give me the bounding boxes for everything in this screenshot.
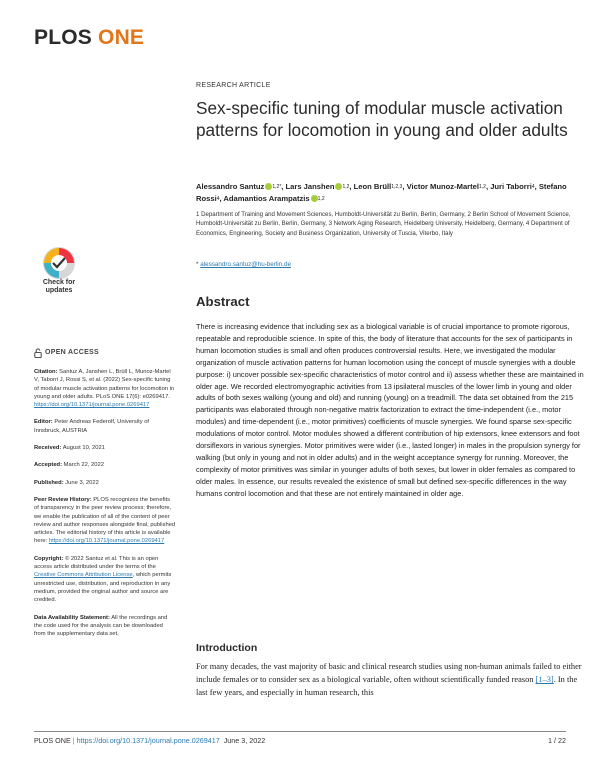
published-date: Published: June 3, 2022	[34, 479, 99, 486]
introduction-heading: Introduction	[196, 642, 258, 654]
copyright-block: Copyright: © 2022 Santuz et al. This is an open access article distributed under the terms of the Creative Commons Attribution License, which permits unrestricted use, distribution, and reproduction in any medium, provided the original author and source are credited.	[34, 555, 172, 604]
footer-divider	[34, 731, 566, 732]
correspondence: * alessandro.santuz@hu-berlin.de	[196, 261, 291, 268]
crossmark-icon	[40, 244, 78, 282]
abstract-heading: Abstract	[196, 294, 250, 309]
journal-logo	[34, 26, 144, 50]
peer-review-block: Peer Review History: PLOS recognizes the benefits of transparency in the peer review process; therefore, we enable the publication of all of the content of peer review and author responses alongside final, published articles. The editorial history of this article is available here: https://doi.org/10.1371/journal.pone.0269417	[34, 496, 176, 545]
article-sidebar	[34, 348, 176, 647]
author-brull[interactable]: Leon Brüll$^{1,2,3}$	[353, 182, 403, 191]
page-footer: PLOS ONE | https://doi.org/10.1371/journal.pone.0269417 June 3, 2022	[34, 736, 266, 745]
open-access: OPEN ACCESS	[34, 348, 176, 358]
citation-block: Citation: Santuz A, Janshen L, Brüll L, Munoz-Martel V, Taborri J, Rossi S, et al. (2022) Sex-specific tuning of modular muscle activation patterns for locomotion in young and older adults. PLoS ONE 17(6): e0269417. https://doi.org/10.1371/journal.pone.0269417	[34, 369, 175, 409]
logo-one: ONE	[98, 26, 145, 49]
introduction-text: For many decades, the vast majority of basic and clinical research studies using non-human animals failed to either include females or to consider sex as a biological variable, often without scientifically funded reason [1–3]. In the last few years, and especially in human research, this	[196, 662, 582, 697]
article-type: RESEARCH ARTICLE	[196, 82, 271, 89]
author-rossi[interactable]: Stefano Rossi$^4$	[196, 182, 567, 203]
email-link[interactable]: alessandro.santuz@hu-berlin.de	[200, 261, 291, 268]
author-arampatzis[interactable]: Adamantios Arampatzis $^{1,2}$	[223, 194, 325, 203]
accepted-date: Accepted: March 22, 2022	[34, 462, 104, 469]
footer-date: June 3, 2022	[223, 736, 266, 745]
author-santuz[interactable]: Alessandro Santuz $^{1,2*}$	[196, 182, 282, 191]
author-list: Alessandro Santuz $^{1,2*}$, Lars Janshen $^{1,2}$, Leon Brüll$^{1,2,3}$, Victor Munoz-Martel$^{1,2}$, Juri Taborri$^4$, Stefano Rossi$^4$, Adamantios Arampatzis $^{1,2}$	[196, 182, 567, 203]
data-availability-block: Data Availability Statement: All the recordings and the code used for the analysis can be downloaded from the supplementary data set,	[34, 614, 168, 638]
article-title: Sex-specific tuning of modular muscle activation patterns for locomotion in young and older adults	[196, 98, 568, 140]
orcid-icon[interactable]	[311, 195, 318, 202]
received-date: Received: August 10, 2021	[34, 445, 105, 452]
citation-doi-link[interactable]: https://doi.org/10.1371/journal.pone.0269417	[34, 402, 150, 409]
check-for-updates-badge[interactable]	[34, 244, 84, 298]
author-munoz-martel[interactable]: Victor Munoz-Martel$^{1,2}$	[406, 182, 486, 191]
author-taborri[interactable]: Juri Taborri$^4$	[490, 182, 535, 191]
check-for-updates-label: Check for updates	[42, 279, 76, 294]
page-number: 1 / 22	[548, 736, 566, 745]
editor-block: Editor: Peter Andreas Federolf, University of Innsbruck, AUSTRIA	[34, 419, 150, 434]
abstract-text: There is increasing evidence that including sex as a biological variable is of crucial importance to promote rigorous, repeatable and reproducible science. In spite of this, the body of literature that accounts for the sex of participants in human locomotion studies is small and often produces controversial results. Here, we investigated the modular organization of muscle activation patterns for human locomotion using the concept of muscle synergies with a double purpose: i) uncover possible sex-specific characteristics of motor control and ii) assess whether these are maintained in older age. We recorded electromyographic activities from 13 ipsilateral muscles of the lower limb in young and older adults of both sexes walking (young and old) and running (young) on a treadmill. The data set obtained from the 215 participants was elaborated through non-negative matrix factorization to extract the time-independent (i.e., motor modules) and time-dependent (i.e., motor primitives) coefficients of muscle synergies. We found sparse sex-specific modulations of motor control. Motor modules showed a different contribution of hip extensors, knee extensors and foot dorsiflexors in various synergies. Motor primitives were wider (i.e., lasted longer) in males in the propulsion synergy for walking (but only in young and not in older adults) and in the weight acceptance synergy for running. Moreover, the complexity of motor primitives was similar in younger adults of both sexes, but lower in older females as compared to older males. In essence, our results revealed the existence of small but defined sex-specific differences in the way humans control locomotion and that these are not entirely maintained in older age.	[196, 322, 584, 498]
peer-review-doi-link[interactable]: https://doi.org/10.1371/journal.pone.0269417	[48, 538, 165, 545]
footer-journal: PLOS ONE	[34, 736, 71, 745]
cc-license-link[interactable]: Creative Commons Attribution License	[34, 572, 133, 579]
affiliations: 1 Department of Training and Movement Sciences, Humboldt-Universität zu Berlin, Berlin, Germany, 2 Berlin School of Movement Science, Humboldt-Universität zu Berlin, Berlin, Germany, 3 Network Aging Research, Heidelberg University, Heidelberg, Germany, 4 Department of Economics, Engineering, Society and Business Organization, University of Tuscia, Viterbo, Italy	[196, 211, 571, 237]
author-janshen[interactable]: Lars Janshen $^{1,2}$	[285, 182, 350, 191]
logo-plos: PLOS	[34, 26, 92, 49]
footer-doi-link[interactable]: https://doi.org/10.1371/journal.pone.0269417	[76, 736, 220, 745]
open-lock-icon	[34, 348, 42, 358]
reference-link[interactable]: [1–3]	[535, 674, 554, 684]
